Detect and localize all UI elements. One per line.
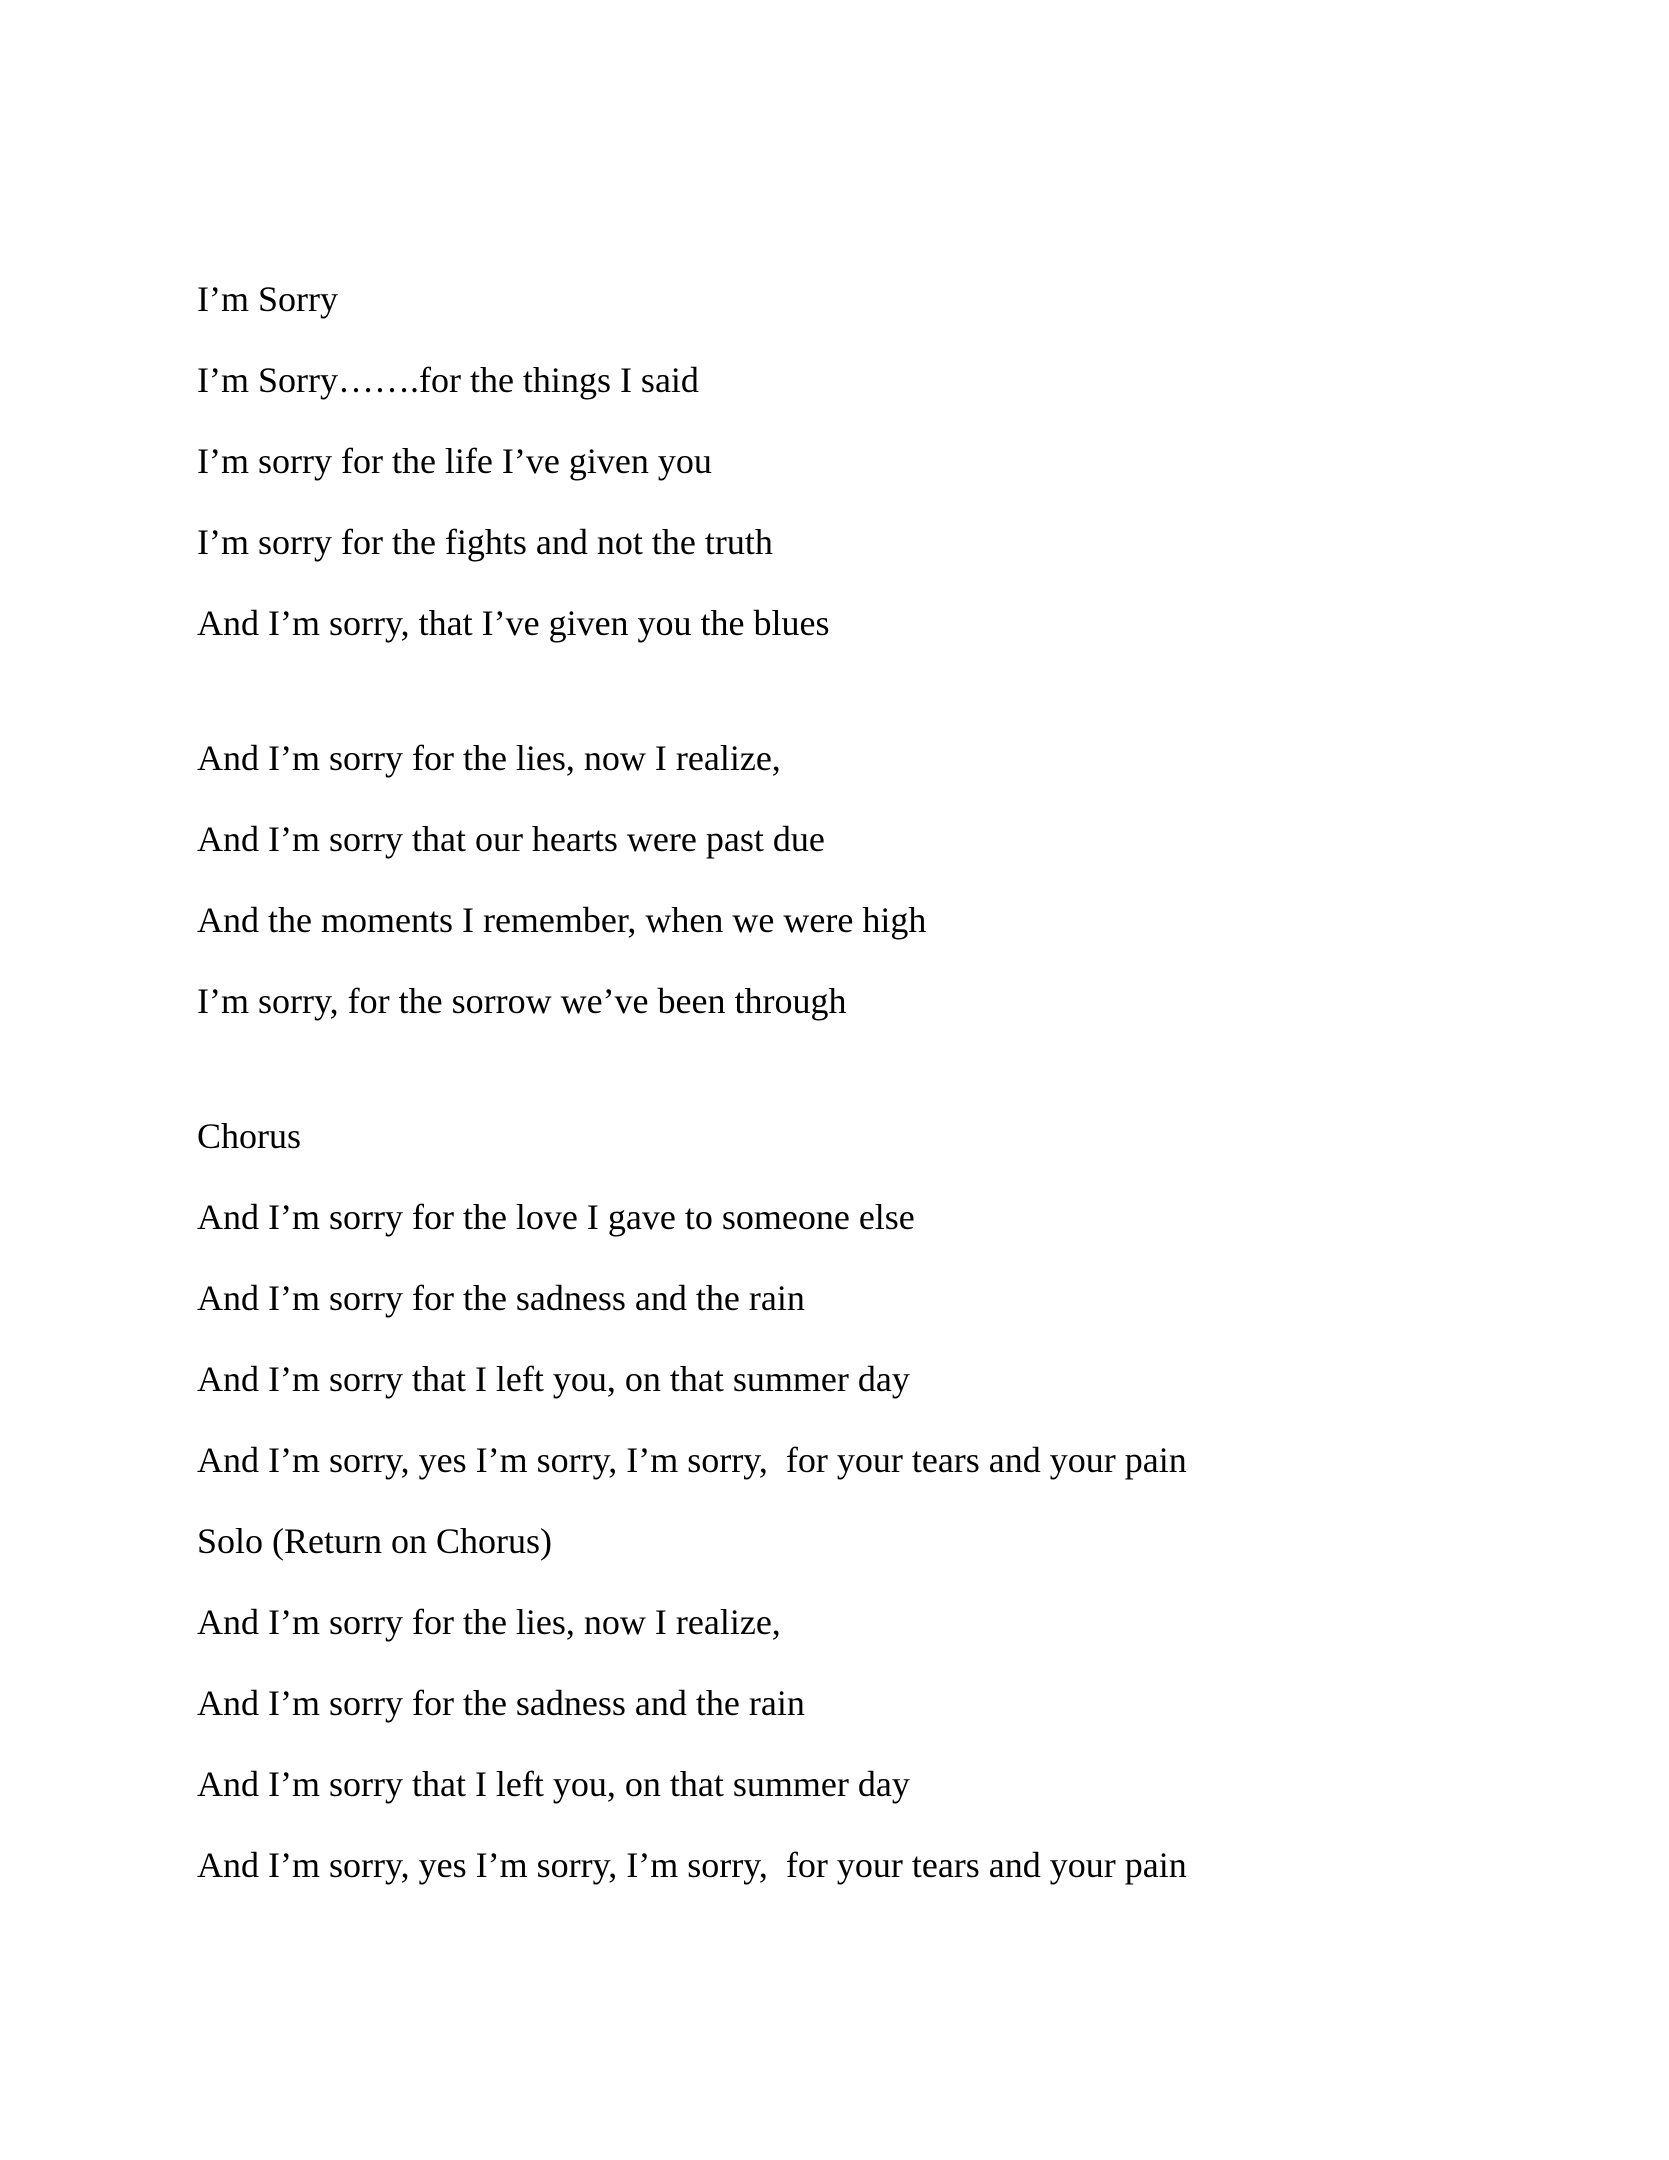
verse1-line-4: And I’m sorry, that I’ve given you the blues: [197, 603, 830, 643]
outro-line-3: And I’m sorry that I left you, on that summer day: [197, 1764, 910, 1804]
verse2-line-4: I’m sorry, for the sorrow we’ve been through: [197, 981, 847, 1021]
chorus-line-3: And I’m sorry that I left you, on that summer day: [197, 1359, 910, 1399]
outro-line-2: And I’m sorry for the sadness and the rain: [197, 1683, 805, 1723]
song-title: I’m Sorry: [197, 279, 338, 319]
chorus-line-1: And I’m sorry for the love I gave to someone else: [197, 1197, 915, 1237]
verse2-line-3: And the moments I remember, when we were high: [197, 900, 927, 940]
verse1-line-1: I’m Sorry…….for the things I said: [197, 360, 699, 400]
outro-line-1: And I’m sorry for the lies, now I realize,: [197, 1602, 781, 1642]
chorus-line-2: And I’m sorry for the sadness and the rain: [197, 1278, 805, 1318]
outro-line-4: And I’m sorry, yes I’m sorry, I’m sorry, for your tears and your pain: [197, 1845, 1187, 1885]
verse1-line-3: I’m sorry for the fights and not the truth: [197, 522, 773, 562]
solo-label: Solo (Return on Chorus): [197, 1521, 552, 1561]
chorus-line-4: And I’m sorry, yes I’m sorry, I’m sorry, for your tears and your pain: [197, 1440, 1187, 1480]
verse2-line-2: And I’m sorry that our hearts were past due: [197, 819, 825, 859]
verse2-line-1: And I’m sorry for the lies, now I realize,: [197, 738, 781, 778]
chorus-label: Chorus: [197, 1116, 302, 1156]
verse1-line-2: I’m sorry for the life I’ve given you: [197, 441, 712, 481]
